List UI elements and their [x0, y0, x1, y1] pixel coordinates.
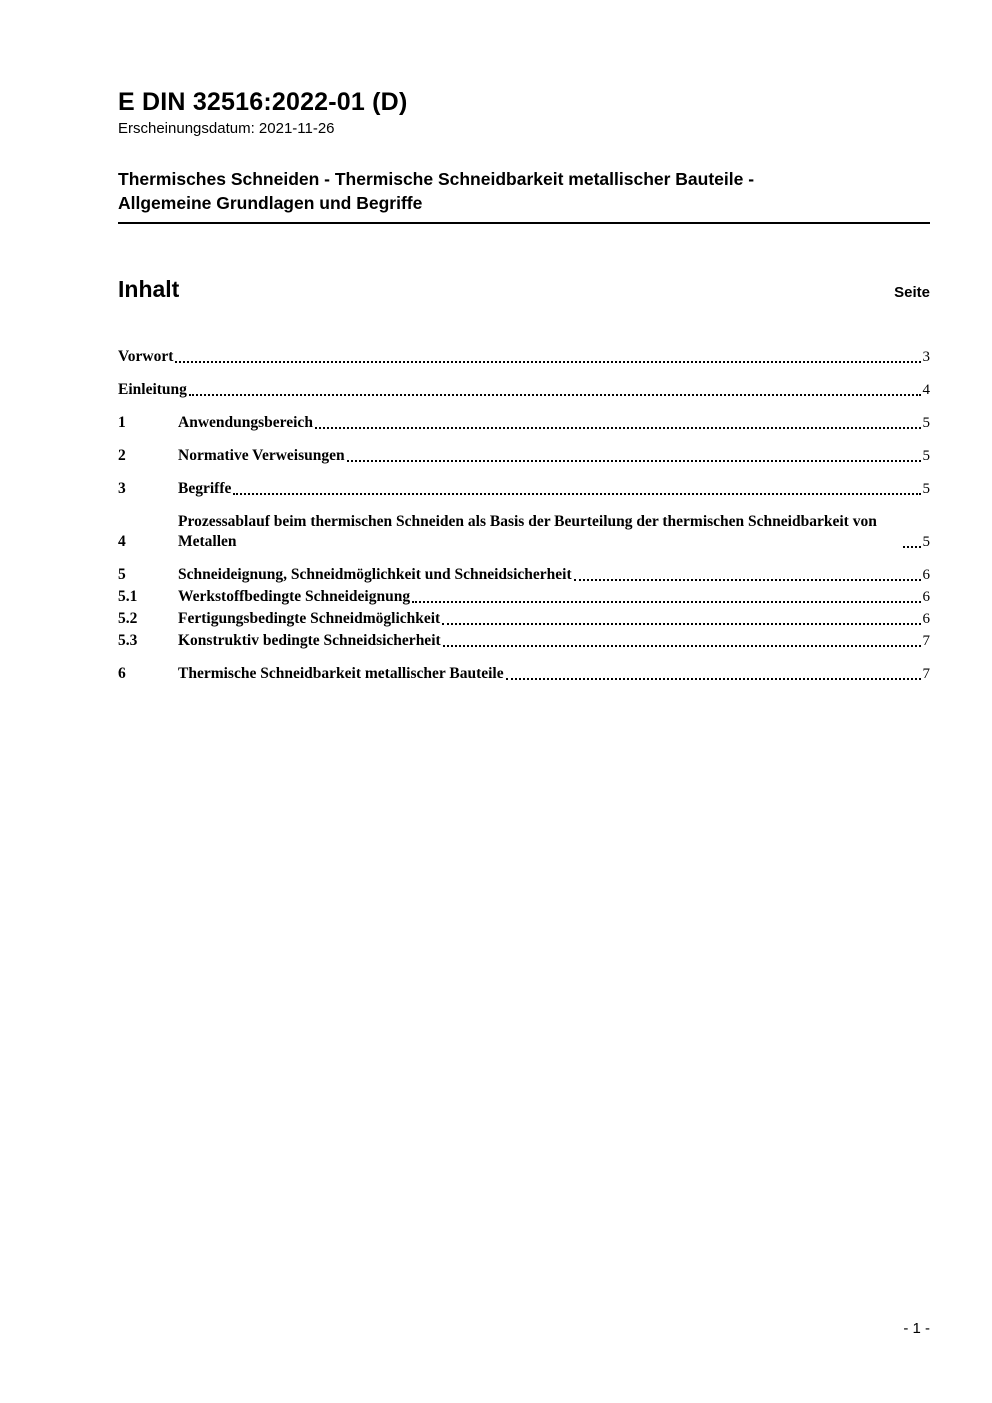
toc-entry-page: 7	[922, 633, 930, 649]
toc-entry-number: 5.1	[118, 588, 138, 605]
table-of-contents	[118, 347, 930, 684]
toc-entry-page: 3	[922, 349, 930, 365]
toc-heading: Inhalt	[118, 276, 180, 302]
leader-dots	[233, 493, 920, 495]
toc-entry-1	[118, 413, 930, 433]
leader-dots	[315, 427, 921, 429]
doc-number: E DIN 32516:2022-01 (D)	[118, 88, 408, 116]
toc-entry-label: Schneideignung, Schneidmöglichkeit und Schneidsicherheit	[178, 566, 572, 583]
toc-entry-5-3	[118, 631, 930, 651]
toc-entry-page: 6	[922, 567, 930, 583]
toc-entry-page: 6	[922, 589, 930, 605]
toc-entry-label: Anwendungsbereich	[178, 414, 313, 431]
toc-header	[118, 276, 930, 303]
toc-entry-4	[118, 512, 930, 552]
toc-entry-5-1	[118, 587, 930, 607]
toc-entry-einleitung	[118, 380, 930, 400]
toc-entry-label: Begriffe	[178, 480, 232, 497]
page-column-label: Seite	[894, 284, 930, 301]
toc-entry-number: 3	[118, 480, 126, 497]
leader-dots	[175, 361, 920, 363]
leader-dots	[189, 394, 921, 396]
toc-entry-page: 5	[922, 448, 930, 464]
toc-entry-number: 4	[118, 533, 126, 550]
toc-entry-page: 4	[922, 382, 930, 398]
toc-entry-number: 5	[118, 566, 126, 583]
page-footer-number: - 1 -	[903, 1320, 930, 1337]
toc-entry-6	[118, 664, 930, 684]
toc-entry-page: 6	[922, 611, 930, 627]
toc-entry-label: Prozessablauf beim thermischen Schneiden als Basis der Beurteilung der thermischen Schneidbarkeit von Metallen	[178, 513, 877, 550]
document-title-line2: Allgemeine Grundlagen und Begriffe	[118, 193, 423, 213]
toc-entry-number: 1	[118, 414, 126, 431]
toc-entry-number: 5.3	[118, 632, 138, 649]
toc-entry-page: 5	[922, 534, 930, 550]
leader-dots	[574, 579, 921, 581]
toc-entry-5	[118, 565, 930, 585]
toc-entry-page: 7	[922, 666, 930, 682]
toc-entry-vorwort	[118, 347, 930, 367]
leader-dots	[442, 623, 920, 625]
toc-entry-label: Einleitung	[118, 381, 187, 398]
toc-entry-2	[118, 446, 930, 466]
document-title	[118, 167, 930, 215]
leader-dots	[443, 645, 921, 647]
toc-entry-label: Normative Verweisungen	[178, 447, 345, 464]
toc-entry-label: Thermische Schneidbarkeit metallischer Bauteile	[178, 665, 504, 682]
toc-entry-page: 5	[922, 481, 930, 497]
leader-dots	[506, 678, 921, 680]
toc-entry-label: Werkstoffbedingte Schneideignung	[178, 588, 411, 605]
toc-entry-label: Fertigungsbedingte Schneidmöglichkeit	[178, 610, 441, 627]
toc-entry-label: Konstruktiv bedingte Schneidsicherheit	[178, 632, 441, 649]
leader-dots	[412, 601, 920, 603]
release-date: Erscheinungsdatum: 2021-11-26	[118, 120, 335, 137]
title-divider	[118, 222, 930, 224]
toc-entry-page: 5	[922, 415, 930, 431]
toc-entry-label: Vorwort	[118, 348, 174, 365]
toc-entry-number: 6	[118, 665, 126, 682]
toc-entry-number: 5.2	[118, 610, 138, 627]
leader-dots	[903, 546, 921, 548]
toc-entry-5-2	[118, 609, 930, 629]
document-title-line1: Thermisches Schneiden - Thermische Schneidbarkeit metallischer Bauteile -	[118, 169, 755, 189]
leader-dots	[347, 460, 921, 462]
toc-entry-number: 2	[118, 447, 126, 464]
page-content	[0, 0, 992, 684]
toc-entry-3	[118, 479, 930, 499]
